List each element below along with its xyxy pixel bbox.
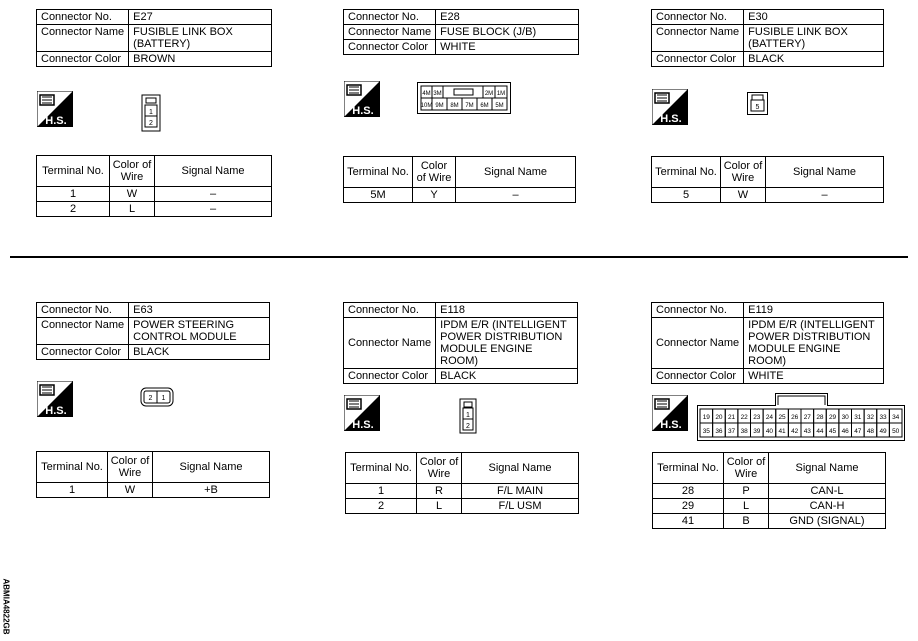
connector-color-label: Connector Color [37,345,129,360]
pin-label: 1 [466,412,470,419]
pin-label: 3M [433,91,442,97]
wire-color: L [724,499,769,514]
color-of-wire-header: Color of Wire [108,452,153,483]
pin-label: 2 [466,423,470,430]
connector-no-value: E63 [129,303,270,318]
signal-name-header: Signal Name [769,453,886,484]
pin-label: 28 [816,414,824,421]
terminal-no-header: Terminal No. [37,156,110,187]
harness-side-icon [652,395,688,431]
pin-label: 26 [791,414,799,421]
pin-label: 23 [753,414,761,421]
connector-color-value: BLACK [436,369,578,384]
wire-color: W [721,188,766,203]
pin-label: 5M [495,103,504,109]
signal-name-header: Signal Name [462,453,579,484]
connector-no-value: E118 [436,303,578,318]
connector-no-value: E28 [436,10,579,25]
harness-side-icon [344,395,380,431]
connector-color-label: Connector Color [344,369,436,384]
connector-face-e119 [697,393,905,441]
connector-no-label: Connector No. [37,10,129,25]
pin-label: 1 [149,109,153,116]
table-row [37,483,270,498]
signal-name: – [456,188,576,203]
connector-color-label: Connector Color [652,52,744,67]
connector-name-value: FUSIBLE LINK BOX (BATTERY) [744,25,884,52]
pin-label: 49 [879,428,887,435]
connector-name-label: Connector Name [652,25,744,52]
table-row [652,188,884,203]
pin-label: 42 [791,428,799,435]
wire-color: L [110,202,155,217]
signal-name: CAN-L [769,484,886,499]
terminal-table-e63 [36,451,270,498]
wire-color: L [417,499,462,514]
connector-name-value: FUSE BLOCK (J/B) [436,25,579,40]
pin-label: 30 [841,414,849,421]
signal-name: – [155,202,272,217]
connector-no-label: Connector No. [344,10,436,25]
connector-face-e118 [459,398,477,434]
pin-label: 25 [778,414,786,421]
pin-label: 20 [715,414,723,421]
wire-color: P [724,484,769,499]
connector-color-label: Connector Color [344,40,436,55]
table-row [653,514,886,529]
connector-name-label: Connector Name [344,318,436,369]
pin-label: 47 [854,428,862,435]
pin-label: 41 [778,428,786,435]
connector-no-value: E119 [744,303,884,318]
color-of-wire-header: Color of Wire [417,453,462,484]
connector-no-value: E30 [744,10,884,25]
connector-name-value: POWER STEERING CONTROL MODULE [129,318,270,345]
signal-name: F/L USM [462,499,579,514]
pin-label: 48 [866,428,875,435]
hs-label: H.S. [352,419,374,431]
wire-color: B [724,514,769,529]
figure-code-text: ABMIA4822GB [1,578,11,635]
section-divider [10,256,908,258]
wire-color: Y [413,188,456,203]
terminal-table-e30 [651,156,884,203]
signal-name: F/L MAIN [462,484,579,499]
connector-face-e27 [141,94,161,132]
connector-face-e28 [417,82,511,114]
pin-label: 37 [727,428,736,435]
terminal-table-e118 [345,452,579,514]
connector-no-label: Connector No. [652,10,744,25]
connector-name-value: FUSIBLE LINK BOX (BATTERY) [129,25,272,52]
terminal-no: 1 [37,483,108,498]
pin-label: 4M [422,91,431,97]
connector-e118 [343,302,578,384]
pin-label: 31 [854,414,862,421]
terminal-no: 1 [346,484,417,499]
color-of-wire-header: Color of Wire [721,157,766,188]
pin-label: 10M [420,103,433,109]
terminal-table-e119 [652,452,886,529]
signal-name: +B [153,483,270,498]
terminal-table-e28 [343,156,576,203]
pin-label: 22 [740,414,748,421]
harness-side-icon [344,81,380,117]
pin-label: 27 [803,414,811,421]
pin-label: 44 [816,428,824,435]
signal-name-header: Signal Name [456,157,576,188]
table-row [653,499,886,514]
connector-name-label: Connector Name [37,25,129,52]
signal-name-header: Signal Name [766,157,884,188]
pin-label: 50 [892,428,900,435]
pin-label: 19 [702,414,710,421]
terminal-no: 29 [653,499,724,514]
connector-name-label: Connector Name [344,25,436,40]
harness-side-icon [652,89,688,125]
signal-name: GND (SIGNAL) [769,514,886,529]
signal-name: – [766,188,884,203]
terminal-no: 1 [37,187,110,202]
connector-color-value: BLACK [744,52,884,67]
pin-label: 1 [161,395,166,402]
terminal-no: 5 [652,188,721,203]
pin-label: 7M [465,103,474,109]
terminal-no-header: Terminal No. [344,157,413,188]
hs-label: H.S. [45,405,67,417]
terminal-no-header: Terminal No. [346,453,417,484]
connector-color-label: Connector Color [652,369,744,384]
terminal-no-header: Terminal No. [652,157,721,188]
connector-e28 [343,9,579,55]
terminal-no: 5M [344,188,413,203]
figure-code [0,578,12,635]
connector-color-value: BLACK [129,345,270,360]
connector-face-e63 [140,387,174,407]
connector-e119 [651,302,884,384]
connector-no-value: E27 [129,10,272,25]
table-row [346,484,579,499]
pin-label: 40 [765,428,774,435]
pin-label: 6M [480,103,489,109]
table-row [344,188,576,203]
pin-label: 33 [879,414,887,421]
pin-label: 29 [828,414,837,421]
pin-label: 36 [715,428,723,435]
pin-label: 43 [803,428,811,435]
pin-label: 45 [828,428,837,435]
harness-side-icon [37,91,73,127]
color-of-wire-header: Color of Wire [413,157,456,188]
signal-name: CAN-H [769,499,886,514]
terminal-no-header: Terminal No. [653,453,724,484]
pin-label: 5 [755,104,760,111]
hs-label: H.S. [45,115,67,127]
terminal-no: 41 [653,514,724,529]
signal-name: – [155,187,272,202]
color-of-wire-header: Color of Wire [724,453,769,484]
table-row [346,499,579,514]
pin-label: 2 [148,395,153,402]
pin-label: 2 [149,120,153,127]
wire-color: R [417,484,462,499]
terminal-table-e27 [36,155,272,217]
color-of-wire-header: Color of Wire [110,156,155,187]
pin-label: 35 [702,428,710,435]
terminal-no-header: Terminal No. [37,452,108,483]
pin-label: 1M [496,91,506,97]
signal-name-header: Signal Name [155,156,272,187]
hs-label: H.S. [660,419,682,431]
table-row [37,202,272,217]
hs-label: H.S. [352,105,374,117]
pin-label: 21 [727,414,736,421]
wire-color: W [108,483,153,498]
terminal-no: 2 [37,202,110,217]
connector-e30 [651,9,884,67]
terminal-no: 2 [346,499,417,514]
pin-label: 46 [841,428,849,435]
signal-name-header: Signal Name [153,452,270,483]
table-row [37,187,272,202]
connector-name-label: Connector Name [652,318,744,369]
connector-color-value: BROWN [129,52,272,67]
connector-name-value: IPDM E/R (INTELLIGENT POWER DISTRIBUTION MODULE ENGINE ROOM) [436,318,578,369]
connector-color-label: Connector Color [37,52,129,67]
connector-no-label: Connector No. [344,303,436,318]
connector-color-value: WHITE [436,40,579,55]
pin-label: 38 [740,428,748,435]
connector-e27 [36,9,272,67]
connector-face-e30 [747,92,768,115]
connector-no-label: Connector No. [37,303,129,318]
connector-no-label: Connector No. [652,303,744,318]
harness-side-icon [37,381,73,417]
pin-label: 39 [753,428,761,435]
wire-color: W [110,187,155,202]
pin-label: 2M [484,91,494,97]
connector-name-value: IPDM E/R (INTELLIGENT POWER DISTRIBUTION MODULE ENGINE ROOM) [744,318,884,369]
connector-e63 [36,302,270,360]
pin-label: 24 [765,414,774,421]
pin-label: 9M [435,103,444,109]
pin-label: 34 [892,414,900,421]
terminal-no: 28 [653,484,724,499]
hs-label: H.S. [660,113,682,125]
pin-label: 8M [450,103,459,109]
connector-name-label: Connector Name [37,318,129,345]
pin-label: 32 [866,414,875,421]
connector-color-value: WHITE [744,369,884,384]
table-row [653,484,886,499]
